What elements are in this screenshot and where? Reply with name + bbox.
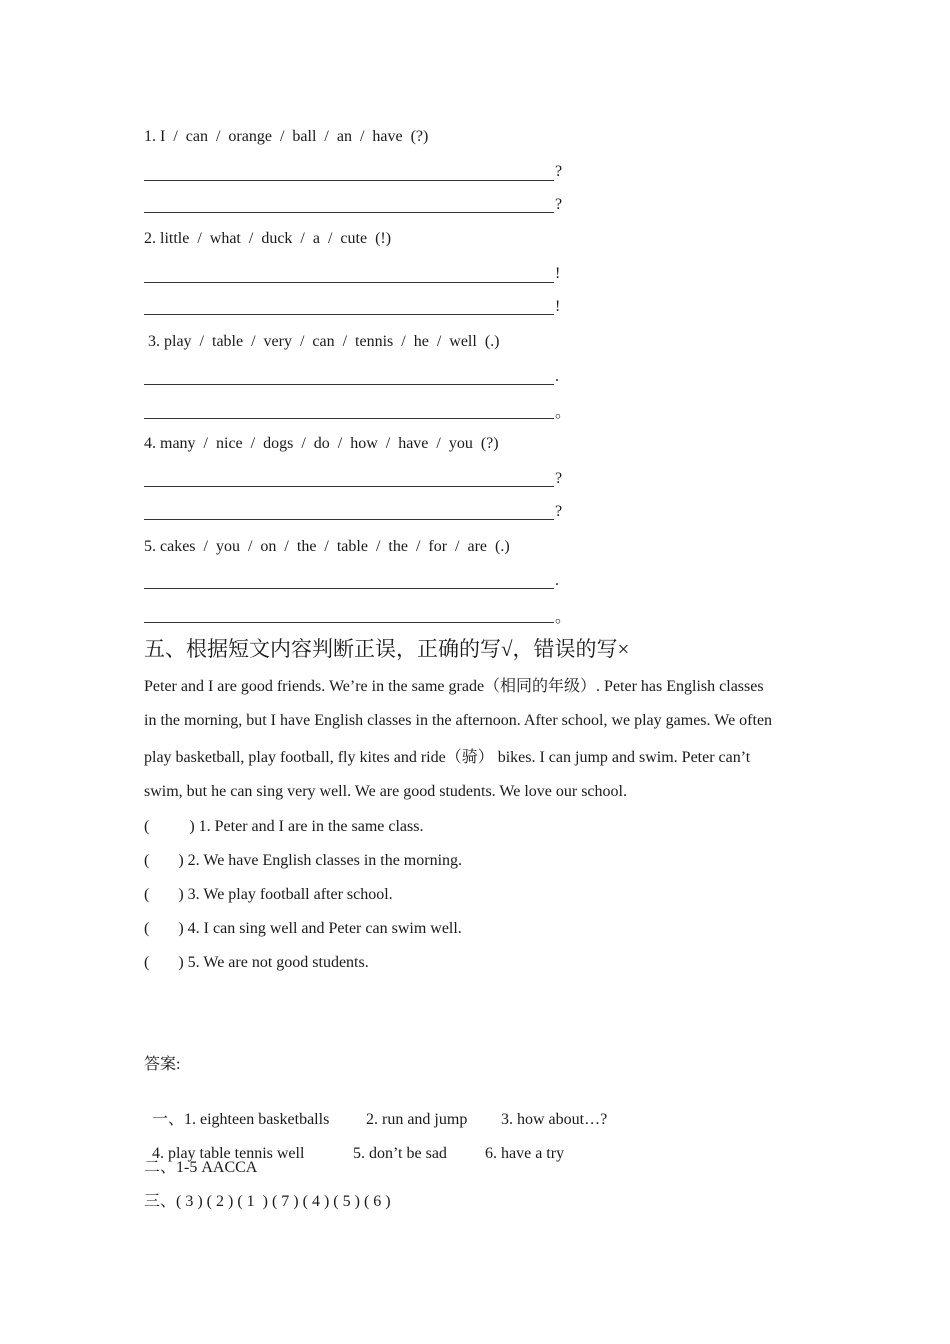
answer-2-3: 6. have a try: [485, 1145, 565, 1162]
answer-line-5a[interactable]: [144, 588, 554, 589]
prompt-2: 2. little / what / duck / a / cute (!): [144, 230, 392, 247]
section-5-heading: 五、根据短文内容判断正误，正确的写√，错误的写×: [144, 637, 630, 661]
passage-line-3: play basketball, play football, fly kites and ride（骑） bikes. I can jump and swim. Peter can’t: [144, 749, 751, 766]
tf-question-4: ( ) 4. I can sing well and Peter can swim well.: [144, 920, 462, 937]
answer-line-3b[interactable]: [144, 418, 554, 419]
tf-question-2: ( ) 2. We have English classes in the morning.: [144, 852, 463, 869]
answers-row-4: 三、( 3 ) ( 2 ) ( 1 ) ( 7 ) ( 4 ) ( 5 ) ( 6 ): [144, 1193, 391, 1210]
prompt-5: 5. cakes / you / on / the / table / the / for / are (.): [144, 538, 510, 555]
answer-paren[interactable]: ( ): [144, 954, 184, 971]
answer-line-2b[interactable]: [144, 314, 554, 315]
tf-question-1: ( ) 1. Peter and I are in the same class.: [144, 818, 424, 835]
end-punct-5b: 。: [555, 609, 572, 626]
answers-title: 答案:: [144, 1056, 181, 1073]
passage-line-4: swim, but he can sing very well. We are good students. We love our school.: [144, 783, 627, 800]
prompt-4: 4. many / nice / dogs / do / how / have / you (?): [144, 435, 499, 452]
answer-line-1a[interactable]: [144, 180, 554, 181]
answer-line-4b[interactable]: [144, 519, 554, 520]
answer-1-1: 一、1. eighteen basketballs: [152, 1111, 330, 1128]
answer-line-2a[interactable]: [144, 282, 554, 283]
answer-line-1b[interactable]: [144, 212, 554, 213]
tf-question-5: ( ) 5. We are not good students.: [144, 954, 369, 971]
answer-paren[interactable]: ( ): [144, 818, 195, 835]
end-punct-5a: .: [555, 572, 559, 589]
end-punct-3a: .: [555, 368, 559, 385]
answer-paren[interactable]: ( ): [144, 920, 184, 937]
answer-line-3a[interactable]: [144, 384, 554, 385]
answer-paren[interactable]: ( ): [144, 886, 184, 903]
answer-1-3: 3. how about…?: [501, 1111, 608, 1128]
tf-question-3: ( ) 3. We play football after school.: [144, 886, 393, 903]
answer-line-5b[interactable]: [144, 622, 554, 623]
passage-line-2: in the morning, but I have English classes in the afternoon. After school, we play games. We often: [144, 712, 773, 729]
prompt-1: 1. I / can / orange / ball / an / have (?): [144, 128, 429, 145]
prompt-3: 3. play / table / very / can / tennis / he / well (.): [144, 333, 500, 350]
passage-line-1: Peter and I are good friends. We’re in the same grade（相同的年级）. Peter has English classes: [144, 678, 764, 695]
answers-row-3: 二、1-5 AACCA: [144, 1159, 258, 1176]
answer-2-1: 4. play table tennis well: [152, 1145, 305, 1162]
end-punct-3b: 。: [555, 404, 572, 421]
answer-1-2: 2. run and jump: [366, 1111, 468, 1128]
end-punct-4a: ?: [555, 470, 563, 487]
end-punct-1a: ?: [555, 163, 563, 180]
answer-2-2: 5. don’t be sad: [353, 1145, 447, 1162]
end-punct-1b: ?: [555, 196, 563, 213]
answer-line-4a[interactable]: [144, 486, 554, 487]
end-punct-4b: ?: [555, 503, 563, 520]
answer-paren[interactable]: ( ): [144, 852, 184, 869]
end-punct-2b: !: [555, 298, 561, 315]
end-punct-2a: !: [555, 265, 561, 282]
